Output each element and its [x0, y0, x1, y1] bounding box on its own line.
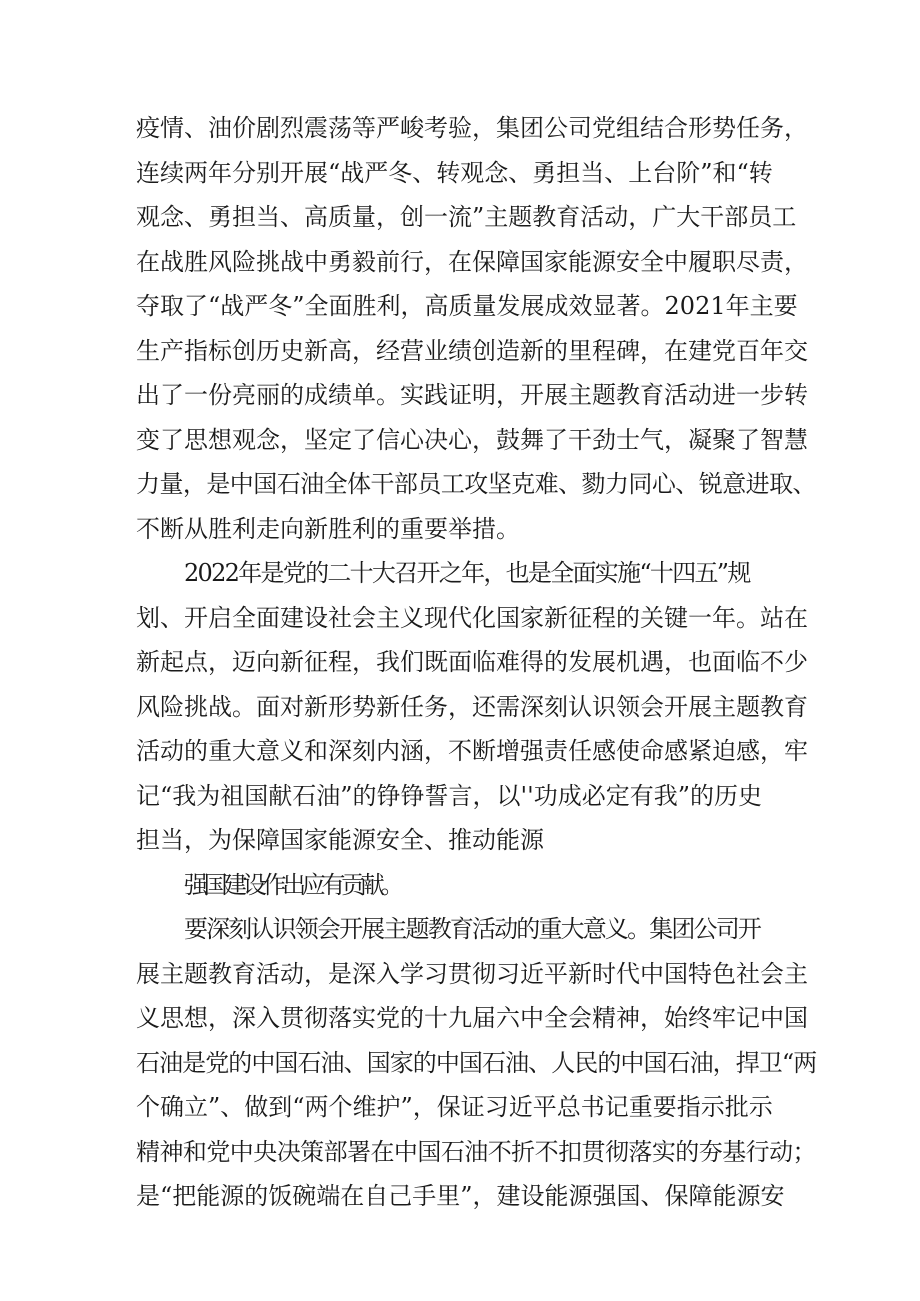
text-line: 义思想，深入贯彻落实党的十九届六中全会精神，始终牢记中国: [136, 1004, 808, 1032]
text-line: 划、开启全面建设社会主义现代化国家新征程的关键一年。站在: [136, 603, 808, 632]
text-line: 精神和党中央决策部署在中国石油不折不扣贯彻落实的夯基行动；: [136, 1137, 816, 1166]
text-line: 夺取了“战严冬”全面胜利，高质量发展成效显著。2021年主要: [136, 292, 798, 320]
text-line: 活动的重大意义和深刻内涵，不断增强责任感使命感紧迫感，牢: [136, 737, 808, 765]
text-line: 出了一份亮丽的成绩单。实践证明，开展主题教育活动进一步转: [136, 381, 808, 409]
paragraph-first-line: 2022年是党的二十大召开之年，也是全面实施“十四五”规: [184, 559, 750, 587]
text-line: 石油是党的中国石油、国家的中国石油、人民的中国石油，捍卫“两: [136, 1048, 817, 1077]
text-line: 观念、勇担当、高质量，创一流”主题教育活动，广大干部员工: [136, 203, 797, 231]
text-line: 展主题教育活动，是深入学习贯彻习近平新时代中国特色社会主: [136, 959, 808, 988]
text-line: 风险挑战。面对新形势新任务，还需深刻认识领会开展主题教育: [136, 692, 808, 721]
text-line: 不断从胜利走向新胜利的重要举措。: [136, 514, 520, 543]
text-line: 记“我为祖国献石油”的铮铮誓言，以''功成必定有我”的历史: [136, 781, 763, 810]
text-line: 生产指标创历史新高，经营业绩创造新的里程碑，在建党百年交: [136, 336, 808, 365]
text-line: 个确立”、做到“两个维护”，保证习近平总书记重要指示批示: [136, 1093, 773, 1121]
text-line: 疫情、油价剧烈震荡等严峻考验，集团公司党组结合形势任务，: [136, 114, 808, 142]
text-line: 连续两年分别开展“战严冬、转观念、勇担当、上台阶”和“转: [136, 158, 773, 187]
text-line: 力量，是中国石油全体干部员工攻坚克难、勠力同心、锐意进取、: [136, 470, 816, 498]
text-line: 担当，为保障国家能源安全、推动能源: [136, 826, 544, 854]
text-line: 变了思想观念，坚定了信心决心，鼓舞了干劲士气，凝聚了智慧: [136, 425, 808, 454]
text-line: 在战胜风险挑战中勇毅前行，在保障国家能源安全中履职尽责，: [136, 247, 808, 276]
text-line: 是“把能源的饭碗端在自己手里”，建设能源强国、保障能源安: [136, 1182, 785, 1210]
paragraph-first-line: 要深刻认识领会开展主题教育活动的重大意义。集团公司开: [184, 915, 760, 943]
text-line: 强国建设作出应有贡献。: [184, 870, 400, 899]
text-line: 新起点，迈向新征程，我们既面临难得的发展机遇，也面临不少: [136, 648, 808, 676]
